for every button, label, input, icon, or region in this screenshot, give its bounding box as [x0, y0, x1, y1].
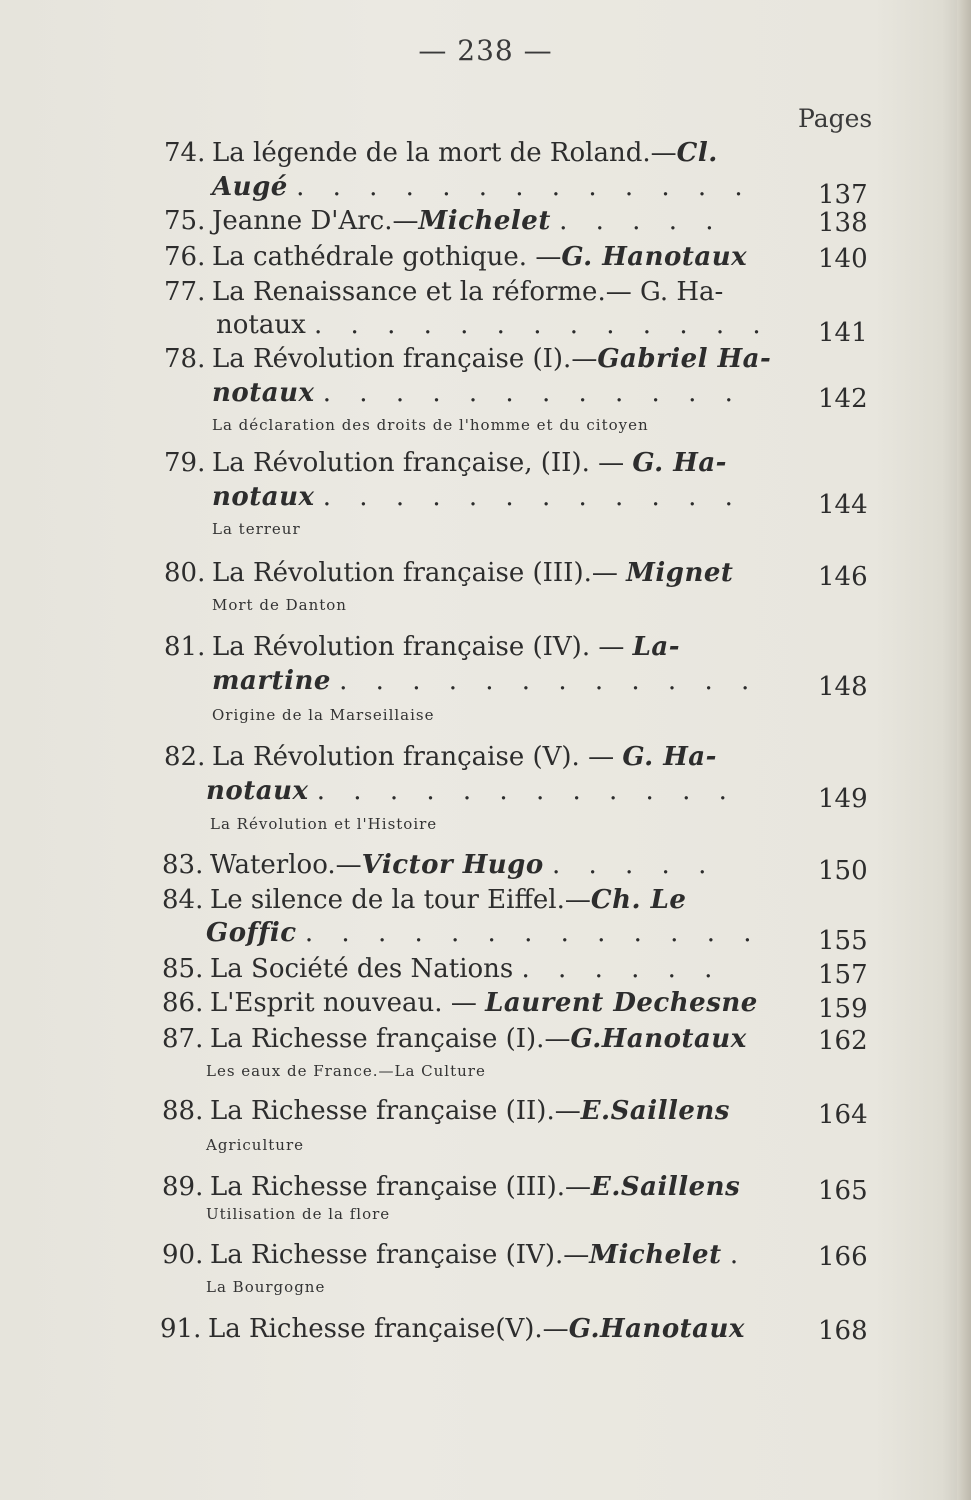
page-ref-86: 159 [818, 994, 868, 1024]
toc-entry-88: 88. La Richesse française (II).—E.Saillens [162, 1096, 730, 1126]
toc-subtitle-87: Les eaux de France.—La Culture [206, 1062, 486, 1080]
toc-entry-89: 89. La Richesse française (III).—E.Saillens [162, 1172, 741, 1202]
toc-entry-86: 86. L'Esprit nouveau. — Laurent Dechesne [162, 988, 758, 1018]
page-ref-87: 162 [818, 1026, 868, 1056]
page-ref-90: 166 [818, 1242, 868, 1272]
page-ref-78: 142 [818, 384, 868, 414]
toc-entry-79: 79. La Révolution française, (II). — G. Ha- [164, 448, 727, 478]
page-ref-88: 164 [818, 1100, 868, 1130]
toc-entry-81-cont: martine . . . . . . . . . . . . [212, 666, 760, 696]
toc-entry-76: 76. La cathédrale gothique. —G. Hanotaux [164, 242, 748, 272]
toc-entry-80: 80. La Révolution française (III).— Mignet [164, 558, 734, 588]
toc-entry-77-cont: notaux . . . . . . . . . . . . . [216, 310, 771, 340]
toc-subtitle-82: La Révolution et l'Histoire [210, 815, 438, 833]
page-ref-75: 138 [818, 208, 868, 238]
toc-entry-79-cont: notaux . . . . . . . . . . . . [212, 482, 743, 512]
toc-entry-91: 91. La Richesse française(V).—G.Hanotaux [160, 1314, 745, 1344]
toc-entry-84: 84. Le silence de la tour Eiffel.—Ch. Le [162, 885, 687, 915]
page-number: — 238 — [418, 34, 553, 67]
toc-entry-85: 85. La Société des Nations . . . . . . [162, 954, 723, 984]
page-ref-84: 155 [818, 926, 868, 956]
page-ref-76: 140 [818, 244, 868, 274]
page-ref-82: 149 [818, 784, 868, 814]
toc-entry-82-cont: notaux . . . . . . . . . . . . [206, 776, 737, 806]
page-ref-85: 157 [818, 960, 868, 990]
toc-entry-75: 75. Jeanne D'Arc.—Michelet . . . . . [164, 206, 724, 236]
page-ref-89: 165 [818, 1176, 868, 1206]
toc-entry-90: 90. La Richesse française (IV).—Michelet . [162, 1240, 749, 1270]
toc-subtitle-81: Origine de la Marseillaise [212, 706, 435, 724]
toc-entry-84-cont: Goffic . . . . . . . . . . . . . [206, 918, 762, 948]
toc-subtitle-79: La terreur [212, 520, 301, 538]
toc-subtitle-88: Agriculture [206, 1136, 304, 1154]
page-ref-74: 137 [818, 180, 868, 210]
toc-entry-74-cont: Augé . . . . . . . . . . . . . [212, 172, 753, 202]
toc-entry-78-cont: notaux . . . . . . . . . . . . [212, 378, 743, 408]
pages-column-label: Pages [798, 104, 873, 133]
toc-entry-83: 83. Waterloo.—Victor Hugo . . . . . [162, 850, 717, 880]
page-edge [957, 0, 971, 1500]
toc-entry-82: 82. La Révolution française (V). — G. Ha- [164, 742, 717, 772]
page-ref-83: 150 [818, 856, 868, 886]
toc-subtitle-80: Mort de Danton [212, 596, 347, 614]
page-ref-79: 144 [818, 490, 868, 520]
page-ref-91: 168 [818, 1316, 868, 1346]
page-ref-77: 141 [818, 318, 868, 348]
toc-subtitle-89: Utilisation de la flore [206, 1205, 391, 1223]
toc-subtitle-90: La Bourgogne [206, 1278, 326, 1296]
toc-entry-78: 78. La Révolution française (I).—Gabriel Ha- [164, 344, 772, 374]
toc-entry-77: 77. La Renaissance et la réforme.— G. Ha- [164, 277, 724, 307]
page-ref-80: 146 [818, 562, 868, 592]
page-ref-81: 148 [818, 672, 868, 702]
toc-entry-81: 81. La Révolution française (IV). — La- [164, 632, 681, 662]
toc-subtitle-78: La déclaration des droits de l'homme et du citoyen [212, 416, 649, 434]
toc-entry-74: 74. La légende de la mort de Roland.—Cl. [164, 138, 718, 168]
toc-entry-87: 87. La Richesse française (I).—G.Hanotaux [162, 1024, 747, 1054]
